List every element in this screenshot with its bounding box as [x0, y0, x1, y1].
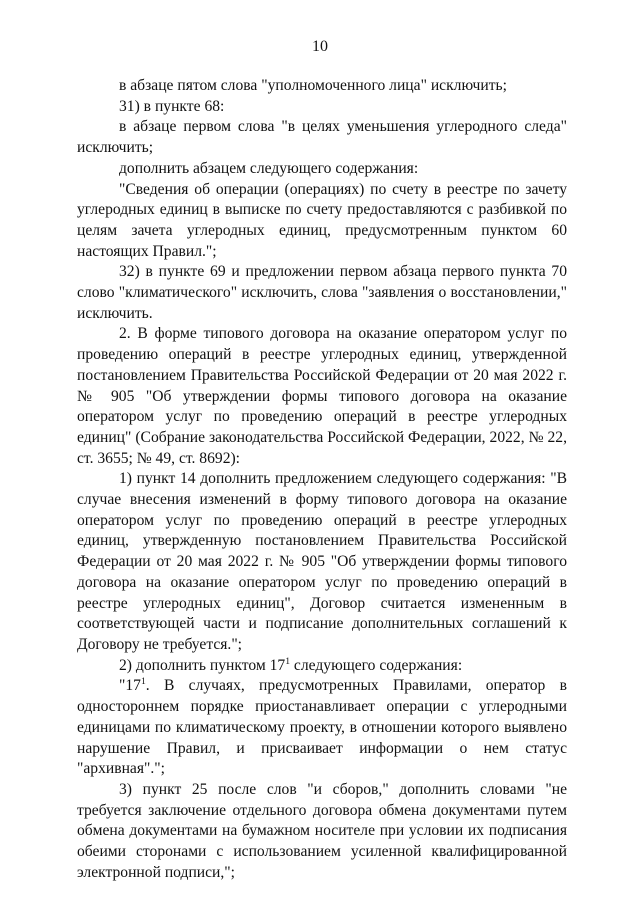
paragraph: в абзаце пятом слова "уполномоченного лица" исключить; [119, 77, 507, 94]
paragraph: 2. В форме типового договора на оказание оператором услуг по проведению операций в реестре углеродных единиц, утвержденной постановлением Правительства Российской Федерации от 20 мая 2022 г. № 905 "Об утверждении формы типового договора на оказание оператором услуг по проведению операций в реестре углеродных единиц" (Собрание законодательства Российской Федерации, 2022, № 22, ст. 3655; № 49, ст. 8692): [77, 325, 567, 467]
paragraph: 31) в пункте 68: [119, 97, 225, 115]
paragraph: 1) пункт 14 дополнить предложением следующего содержания: "В случае внесения изменений в форму типового договора на оказание оператором услуг по проведению операций в реестре углеродных единиц, утвержденную постановлением Правительства Российской Федерации от 20 мая 2022 г. № 905 "Об утверждении формы типового договора на оказание оператором услуг по проведению операций в реестре углеродных единиц", Договор считается измененным в соответствующей части и подписание дополнительных соглашений к Договору не требуется."; [77, 470, 567, 653]
paragraph [77, 676, 567, 780]
page-number: 10 [312, 38, 328, 55]
paragraph-text: "17 [119, 677, 141, 695]
paragraph: 3) пункт 25 после слов "и сборов," дополнить словами "не требуется заключение отдельного договора обмена документами путем обмена документами на бумажном носителе при условии их подписания обеими сторонами с использованием усиленной квалифицированной электронной подписи,"; [77, 780, 567, 881]
paragraph-text: 2) дополнить пунктом 17 [119, 656, 286, 674]
paragraph: 32) в пункте 69 и предложении первом абзаца первого пункта 70 слово "климатического" исключить, слова "заявления о восстановлении," исключить. [77, 263, 567, 322]
paragraph-text: следующего содержания: [290, 656, 463, 674]
document-body [77, 76, 567, 883]
paragraph: "Сведения об операции (операциях) по счету в реестре по зачету углеродных единиц в выписке по счету предоставляются с разбивкой по целям зачета углеродных единиц, предусмотренным пунктом 60 настоящих Правил."; [77, 180, 567, 260]
superscript: 1 [140, 676, 146, 688]
paragraph: дополнить абзацем следующего содержания: [119, 159, 419, 177]
paragraph-text: . В случаях, предусмотренных Правилами, оператор в одностороннем порядке приостанавливает операции с углеродными единицами по климатическому проекту, в отношении которого выявлено нарушение Правил, и присваивает информации о нем статус "архивная"."; [77, 677, 567, 778]
paragraph [77, 656, 567, 677]
superscript: 1 [285, 655, 291, 667]
paragraph: в абзаце первом слова "в целях уменьшения углеродного следа" исключить; [77, 118, 567, 157]
